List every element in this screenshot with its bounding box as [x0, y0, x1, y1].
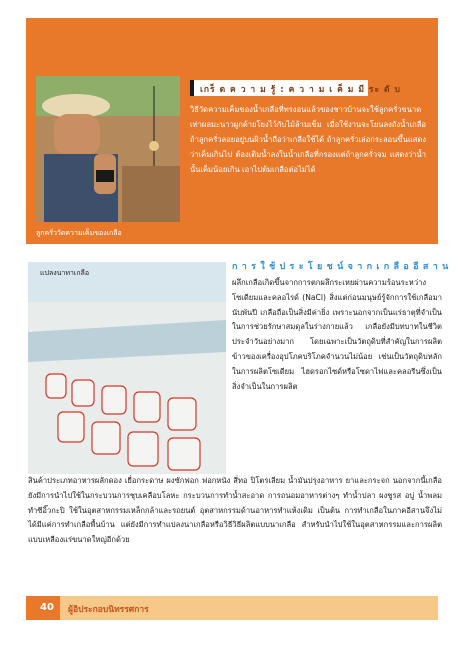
tag-title: เกร็ ด ค ว า ม รู้ : ค ว า ม เ ค็ ม มี ระ ดั บ: [200, 85, 401, 95]
salt-test-photo: [36, 76, 180, 222]
section-title: ก า ร ใ ช้ ป ร ะ โ ย ช น์ จ า ก เ ก ลื อ อี ส า น: [232, 262, 449, 272]
salt-field-photo: [28, 262, 226, 474]
knowledge-text: วิธีวัดความเค็มของน้ำเกลือที่ทรงอนแล้วของชาวบ้านจะใช้ลูกครั่วขนาดเท่าผลมะนาวผูกด้ายโยงไว้กับไม้ล้ามเข็ม เมื่อใช้งานจะโยนลงถังน้ำเกลือ ถ้าลูกครั่วลอยอยู่บนผิวน้ำถือว่าเกลือใช้ได้ ถ้าลูกครั่วเล่อกระลอนขึ้นแสดงว่าเค็มเกินไป ต้องเติมน้ำลงในน้ำเกลือที่กรองแต่ถ้าลูกครั่วจม แสดงว่าน้ำนั้นเค็มน้อยเกิน เอาไปต้มเกลือต่อไม่ได้: [190, 105, 426, 174]
page-number: 40: [26, 596, 60, 620]
book-title: ผู้อิประกอบนิทรรศการ: [68, 605, 149, 615]
tag-box: [190, 80, 401, 96]
salt-field-caption: แปลงนาทาเกลือ: [40, 269, 90, 277]
photo-caption: ลูกครั่ววัดความเค็มของเกลือ: [36, 229, 122, 237]
section-text-full: สินค้าประเภทอาหารผลักดอง เยื่อกระดาษ ผงซักฟอก ฟอกหนัง สี่ทอ ปิโตรเลียม น้ำมันปรุงอาหาร ยาและกระจก นอกจากนี้เกลือยังมีการนำไปใช้ในกระบวนการชุบเคลือบโลหะ กระบวนการทำน้ำสะอาด การถนอมอาหารต่างๆ ทำน้ำปลา ผงชูรส อบู่ น้ำพลม ทำซีอิ๊วกะปิ ใช้ในอุตสาหกรรมเหล็กกล้าและรถยนต์ อุตสาหกรรมด้านอาหารทำแห้งเดิม เป็นต้น การทำเกลือในภาคอีสานจึงไม่ได้มีแค่การทำเกลือพื้นบ้าน แต่ยังมีการทำแปลงนาเกลือหรือวิธีวิธีผลิตแบบนาเกลือ สำหรับนำไปใช้ในอุตสาหกรรมและการผลิตแบบเหลืองแร่ขนาดใหญ่อีกด้วย: [28, 476, 442, 545]
section-text-right: ผลึกเกลือเกิดขึ้นจากการตกผลึกระเหยผ่านความร้อนระหว่างโซเดียมและคลอไรด์ (NaCl) สิ่งแต่ก่อนมนุษย์รู้จักการใช้เกลือมานับพันปี เกลือถือเป็นสิ่งมีค่ายิ่ง เพราะนอกจากเป็นแร่ธาตุที่จำเป็นในการช่วยรักษาสมดุลในร่างกายแล้ว เกลือยังมีบทบาทในชีวิตประจำวันอย่างมาก โดยเฉพาะเป็นวัตถุดิบที่สำคัญในการผลิตข้าวของเครื่องอุปโภคบริโภคจำนวนไม่น้อย เช่นเป็นวัตถุดิบหลักในการผลิตโซเดียม ไฮดรอกไซด์หรือโซดาไฟและคลอรีนซึ่งเป็นสิ่งจำเป็นในการผลิต: [232, 278, 442, 391]
page-footer: [26, 596, 438, 620]
